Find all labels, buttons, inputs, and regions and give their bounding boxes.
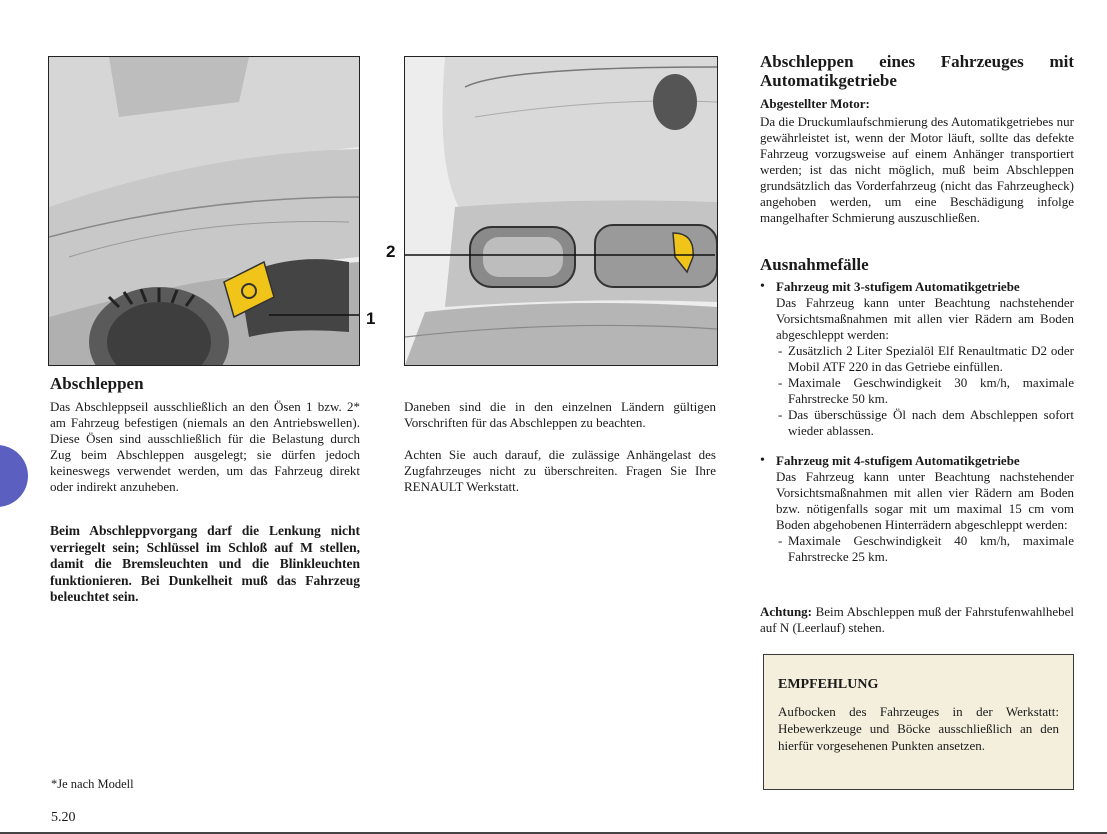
engine-off-subheading: Abgestellter Motor: [760,96,870,111]
footnote: *Je nach Modell [51,777,134,791]
automatic-intro-paragraph: Da die Druckumlaufschmierung des Automatikgetriebes nur gewährleistet ist, wenn der Motor läuft, sollte das defekte Fahrzeug vorzugsweise auf einem Anhänger transportiert werden; ist das nicht möglich, muß beim Abschleppen grundsätzlich das Vorderfahrzeug (nicht das Fahrzeugheck) angehoben werden, um eine Beschädigung infolge mangelhafter Schmierung auszuschließen. [760,114,1074,225]
case-3-speed [760,279,1074,439]
list-item: - Maximale Geschwindigkeit 30 km/h, maximale Fahrstrecke 50 km. [776,375,1074,407]
attention-label: Achtung: [760,604,813,619]
list-item: - Zusätzlich 2 Liter Spezialöl Elf Renaultmatic D2 oder Mobil ATF 220 in das Getriebe einfüllen. [776,343,1074,375]
section-heading-automatic: Abschleppen eines Fahrzeuges mit Automatikgetriebe [760,52,1074,91]
callout-2: 2 [386,242,396,261]
front-towing-eye-illustration [404,56,718,366]
callout-1: 1 [366,309,376,328]
regulations-paragraph: Daneben sind die in den einzelnen Ländern gültigen Vorschriften für das Abschleppen zu beachten. [404,399,716,430]
attention-note [760,604,1074,636]
rear-towing-eye-illustration [48,56,360,366]
list-item: - Das überschüssige Öl nach dem Abschleppen sofort wieder ablassen. [776,407,1074,439]
section-tab [0,445,28,507]
recommendation-box [763,654,1074,790]
section-heading-towing: Abschleppen [50,374,144,393]
towing-paragraph: Das Abschleppseil ausschließlich an den Ösen 1 bzw. 2* am Fahrzeug befestigen (niemals an den Antriebswellen). Diese Ösen sind ausschließlich für die Belastung durch Zug beim Abschleppen ausgelegt; sie dürfen jedoch keineswegs verwendet werden, um das Fahrzeug direkt oder indirekt anzuheben. [50,399,360,494]
case-text: Das Fahrzeug kann unter Beachtung nachstehender Vorsichtsmaßnahmen mit allen vier Rädern am Boden bzw. nötigenfalls sogar mit um maximal 15 cm vom Boden abgehobenen Hinterrädern abgeschleppt werden: [776,469,1074,532]
recommendation-title: EMPFEHLUNG [778,677,879,692]
attention-text: Beim Abschleppen muß der Fahrstufenwahlhebel auf N (Leerlauf) stehen. [760,604,1074,635]
exception-cases [760,279,1074,579]
towing-warning: Beim Abschleppvorgang darf die Lenkung nicht verriegelt sein; Schlüssel im Schloß auf M stellen, damit die Bremsleuchten und die Blinkleuchten funktionieren. Bei Dunkelheit muß das Fahrzeug beleuchtet sein. [50,523,360,604]
trailer-load-paragraph: Achten Sie auch darauf, die zulässige Anhängelast des Zugfahrzeuges nicht zu überschreiten. Fragen Sie Ihre RENAULT Werkstatt. [404,447,716,494]
recommendation-text: Aufbocken des Fahrzeuges in der Werkstatt: Hebewerkzeuge und Böcke ausschließlich an den hierfür vorgesehenen Punkten ansetzen. [778,704,1059,753]
page-number: 5.20 [51,810,76,825]
list-item: - Maximale Geschwindigkeit 40 km/h, maximale Fahrstrecke 25 km. [776,533,1074,565]
case-4-speed [760,453,1074,565]
precautions-list [776,533,1074,565]
exceptions-heading: Ausnahmefälle [760,255,869,274]
case-title: • Fahrzeug mit 3-stufigem Automatikgetriebe [776,279,1020,294]
case-text: Das Fahrzeug kann unter Beachtung nachstehender Vorsichtsmaßnahmen mit allen vier Rädern am Boden abgeschleppt werden: [776,295,1074,342]
precautions-list [776,343,1074,439]
case-title: • Fahrzeug mit 4-stufigem Automatikgetriebe [776,453,1020,468]
